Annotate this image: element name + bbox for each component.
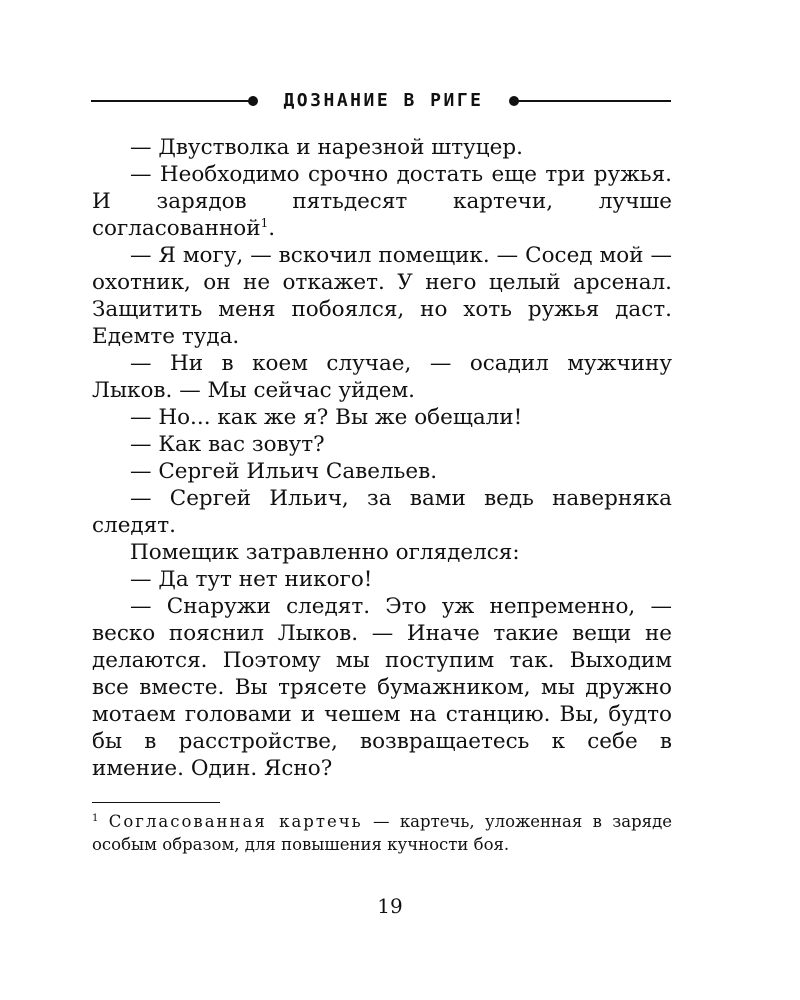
header-bullet-left (248, 96, 258, 106)
paragraph: — Я могу, — вскочил помещик. — Сосед мой — охотник, он не откажет. У него целый арсенал. Защитить меня побоялся, но хоть ружья даст. Едемте туда. (92, 243, 672, 349)
paragraph-end-punct: . (268, 216, 276, 241)
running-header (91, 88, 671, 114)
footnote (92, 810, 672, 856)
footnote-number: 1 (92, 813, 99, 824)
paragraph: — Снаружи следят. Это уж непременно, — веско пояснил Лыков. — Иначе такие вещи не делаются. Поэтому мы поступим так. Выходим все вместе. Вы трясете бумажником, мы дружно мотаем головами и чешем на станцию. Вы, будто бы в расстройстве, возвращаетесь к себе в имение. Один. Ясно? (92, 594, 672, 781)
paragraph: — Сергей Ильич, за вами ведь наверняка следят. (92, 486, 672, 538)
paragraph: — Ни в коем случае, — осадил мужчину Лыков. — Мы сейчас уйдем. (92, 351, 672, 403)
paragraph: — Да тут нет никого! (130, 567, 373, 592)
paragraph: Помещик затравленно огляделся: (130, 540, 520, 565)
header-rule-left (91, 100, 251, 102)
page-number: 19 (377, 894, 403, 918)
footnote-reference[interactable]: 1 (260, 216, 269, 230)
paragraph: — Сергей Ильич Савельев. (130, 459, 438, 484)
body-text (92, 134, 672, 782)
paragraph: — Как вас зовут? (130, 432, 325, 457)
paragraph (92, 161, 672, 242)
footnote-text: — картечь, уложенная в заряде особым образом, для повышения кучности боя. (92, 812, 672, 854)
footnote-term: Согласованная картечь (108, 812, 363, 831)
header-rule-right (516, 100, 671, 102)
footnote-divider (92, 802, 220, 803)
running-header-title: ДОЗНАНИЕ В РИГЕ (283, 90, 484, 111)
paragraph: — Двустволка и нарезной штуцер. (130, 135, 523, 160)
paragraph-text: — Необходимо срочно достать еще три ружья. И зарядов пятьдесят картечи, лучше согласованной (92, 162, 672, 241)
paragraph: — Но... как же я? Вы же обещали! (130, 405, 523, 430)
